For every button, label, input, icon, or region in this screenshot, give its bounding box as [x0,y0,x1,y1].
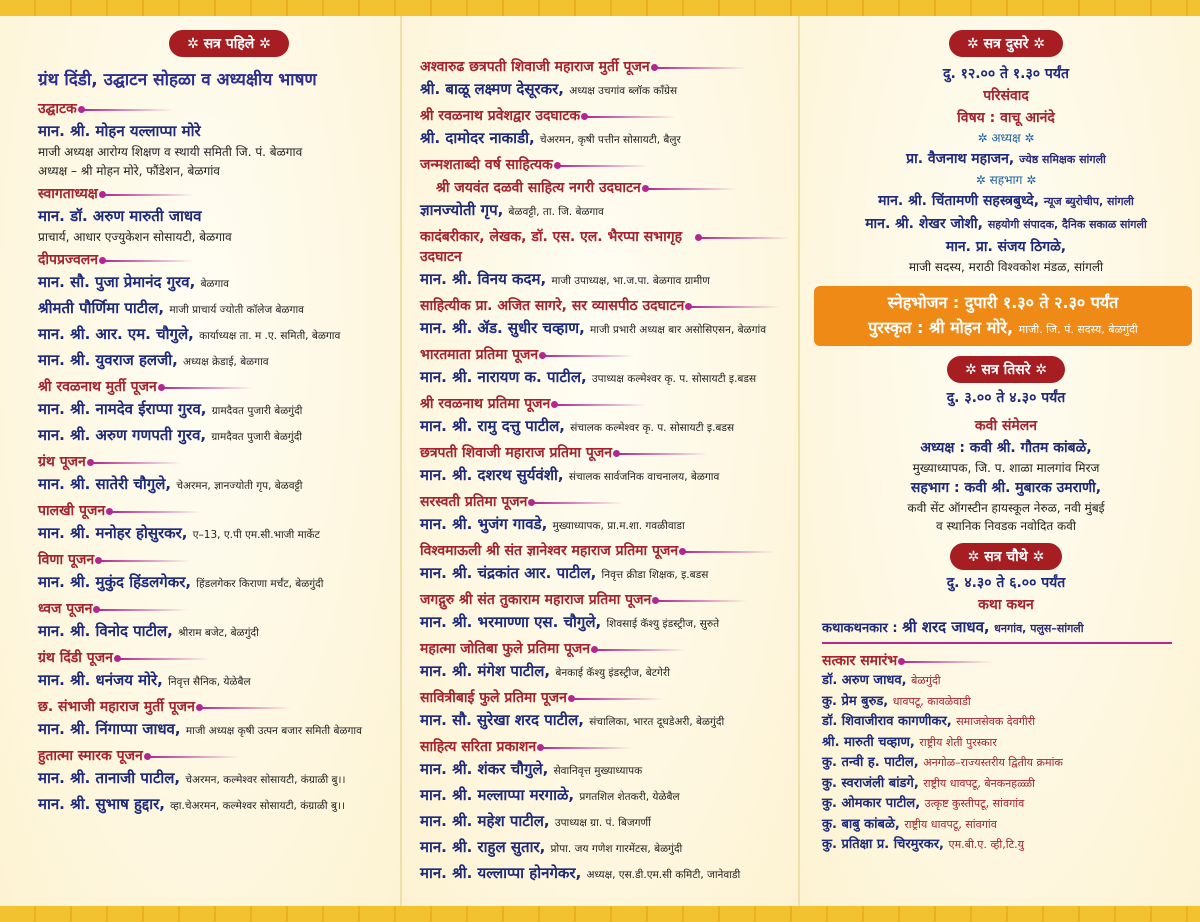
person-description: प्रोपा. जय गणेश गारमेंटस, बेळगुंदी [550,843,683,855]
program-heading-row [38,694,390,717]
person-description: निवृत्त क्रीडा शिक्षक, इ.बडस [601,569,709,581]
person-name: मान. श्री. आर. एम. चौगुले, [38,325,194,343]
honoree-description: समाजसेवक देवगीरी [956,715,1036,728]
program-heading-row [420,54,790,77]
person-description: अध्यक्ष, एस.डी.एम.सी कमिटी, जानेवाडी [586,869,741,881]
program-person [38,619,390,645]
session-2-label: ✲ सत्र दुसरे ✲ [949,30,1063,57]
session-4-time: दु. ४.३० ते ६.०० पर्यंत [946,575,1066,591]
person-description: बेळवट्टी, ता. जि. बेळगाव [508,206,604,218]
person-name: मान. श्री. यल्लाप्पा होनगेकर, [420,864,582,882]
person-name: मान. श्री. नारायण क. पाटील, [420,368,587,386]
program-heading-row [38,596,390,619]
program-person [38,792,390,818]
person-description: ए–13, ए.पी एम.सी.भाजी मार्केट [192,529,320,541]
program-heading-row [420,538,790,561]
program-heading: उद्घाटक [38,99,173,119]
person-name: मान. श्री. मोहन यल्लाप्पा मोरे [38,122,201,140]
program-heading-row [420,175,790,198]
program-heading: जगद्गुरु श्री संत तुकाराम महाराज प्रतिमा पूजन [420,590,747,610]
program-heading-row [38,247,390,270]
program-heading: सरस्वती प्रतिमा पूजन [420,492,623,512]
person-name: मान. श्री. मल्लाप्पा मरगाळे, [420,786,575,804]
program-heading-row [420,685,790,708]
person-description: शिवसाई कॅश्यु इंडस्ट्रीज, सुरुते [606,618,720,630]
program-person [420,659,790,685]
program-heading: श्री जयवंत दळवी साहित्य नगरी उदघाटन [436,178,737,198]
honoree-name: डॉ. अरुण जाधव, [822,673,907,688]
storyteller-name: श्री शरद जाधव, [902,618,990,636]
session-3-chair-desc: मुख्याध्यापक, जि. प. शाळा मालगांव मिरज [912,461,1100,475]
session-3-time: दु. ३.०० ते ४.३० पर्यंत [946,390,1066,406]
session-3-label: ✲ सत्र तिसरे ✲ [947,356,1065,383]
program-person [420,198,790,224]
program-heading-row [420,342,790,365]
program-heading: श्री रवळनाथ प्रतिमा पूजन [420,394,646,414]
lunch-sponsor-desc: माजी. जि. पं. सदस्य, बेळगुंदी [1018,323,1138,336]
program-heading: साहित्यीक प्रा. अजित सागरे, सर व्यासपीठ उदघाटन [420,296,780,316]
session-2-type: परिसंवाद [983,88,1029,104]
program-heading-row [38,374,390,397]
lunch-sponsor-name: पुरस्कृत : श्री मोहन मोरे, [868,318,1014,337]
program-person [38,397,390,423]
program-heading-row [420,224,790,267]
program-person [420,783,790,809]
program-person [38,270,390,296]
person-description: सेवानिवृत्त मुख्याध्यापक [553,765,643,777]
program-person [420,835,790,861]
honoree-name: कु. स्वराजंली बांडगे, [822,775,919,791]
program-heading-row [420,152,790,175]
person-description: प्रगतशिल शेतकरी, येळेबैल [579,791,680,803]
session-2-chair-label: ✲ अध्यक्ष ✲ [977,131,1035,145]
session-1-program-list-continued [420,54,790,887]
session-1-label-wrap [38,30,390,57]
session-2-chair-desc: ज्येष्ठ समिक्षक सांगली [1019,153,1106,166]
person-description: मुख्याध्यापक, प्रा.म.शा. गवळीवाडा [552,520,685,532]
person-description: श्रीराम बजेट, बेळगुंदी [178,627,259,639]
program-heading-row [38,645,390,668]
honoree-name: श्री. मारुती चव्हाण, [822,734,915,750]
program-heading-row [420,293,790,316]
session-4-storyteller [822,616,1190,640]
program-heading: दीपप्रज्वलन [38,250,194,270]
honoree [822,753,1190,774]
program-heading: हुतात्मा स्मारक पूजन [38,746,239,766]
honors-heading: सत्कार समारंभ [822,651,993,671]
person-name: मान. श्री. नामदेव ईराप्पा गुरव, [38,400,207,418]
program-heading-row [38,547,390,570]
program-heading-row [420,636,790,659]
session-1-title: ग्रंथ दिंडी, उद्घाटन सोहळा व अध्यक्षीय भाषण [38,70,317,90]
program-person [420,463,790,489]
honoree-description: धावपटू, कावळेवाडी [892,694,971,708]
storyteller-label: कथाकथनकार : [822,621,898,636]
session-4-label-wrap [822,543,1190,570]
session-2-participant-1-name: मान. श्री. चिंतामणी सहस्त्रबुध्दे, [878,193,1040,209]
program-person [420,414,790,440]
program-person [38,766,390,792]
program-heading-row [38,96,390,119]
person-name: मान. श्री. मंगेश पाटील, [420,662,551,680]
person-name: मान. श्री. धनंजय मोरे, [38,671,163,689]
program-detail: अध्यक्ष – श्री मोहन मोरे, फौंडेशन, बेळगांव [38,164,220,178]
program-heading-row [420,587,790,610]
person-name: मान. श्री. ॲड. सुधीर चव्हाण, [420,319,585,337]
lunch-sponsor [818,315,1188,342]
program-heading: साहित्य सरिता प्रकाशन [420,737,632,757]
program-heading: श्री रवळनाथ प्रवेशद्वार उदघाटक [420,106,676,126]
person-description: हिंडलगेकर किराणा मर्चंट, बेळगुंदी [196,578,324,590]
session-1-label: ✲ सत्र पहिले ✲ [169,30,289,57]
person-name: मान. श्री. निंगाप्पा जाधव, [38,720,181,738]
session-2-participant-2-desc: सहयोगी संपादक, दैनिक सकाळ सांगली [987,218,1147,231]
session-2-chair [822,148,1190,171]
honoree [822,794,1190,815]
session-2-participant-1 [822,190,1190,213]
program-person [38,472,390,498]
session-2-participant-2 [822,213,1190,236]
person-name: मान. श्री. तानाजी पाटील, [38,769,181,787]
person-name: मान. श्री. मुकुंद हिंडलगेकर, [38,573,192,591]
program-person [38,521,390,547]
decorative-border-top [0,0,1200,16]
person-description: उपाध्यक्ष ग्रा. पं. बिजगर्णी [554,817,651,829]
program-detail: प्राचार्य, आधार एज्युकेशन सोसायटी, बेळगाव [38,230,232,244]
program-person [420,365,790,391]
person-name: ज्ञानज्योती गृप, [420,201,504,219]
person-description: माजी अध्यक्ष कृषी उत्पन बजार समिती बेळगाव [185,725,362,737]
program-person [38,717,390,743]
person-description: संचालक कल्मेश्वर कृ. प. सोसायटी इ.बडस [570,422,735,434]
program-person [420,561,790,587]
honoree-name: कु. तन्वी ह. पाटील, [822,755,919,770]
program-person [38,668,390,694]
program-person [38,119,390,143]
decorative-border-bottom [0,906,1200,922]
person-description: संचालक सार्वजनिक वाचनालय, बेळगाव [568,471,720,483]
person-name: मान. श्री. भुजंग गावडे, [420,515,548,533]
session-3-participant-desc-2: व स्थानिक निवडक नवोदित कवी [936,519,1076,533]
session-2-participant-2-name: मान. श्री. शेखर जोशी, [865,216,983,232]
program-heading: विणा पूजन [38,550,190,570]
program-person [420,708,790,734]
honoree-description: उत्कृष्ट कुस्तीपटू, सांवगांव [924,797,1025,810]
program-person [38,423,390,449]
program-heading: जन्मशताब्दी वर्ष साहित्यक [420,155,649,175]
column-sessions-2-4 [800,16,1200,906]
person-description: ग्रामदैवत पुजारी बेळगुंदी [211,431,303,443]
session-4-label: ✲ सत्र चौथे ✲ [950,543,1063,570]
person-description: माजी प्राचार्य ज्योती कॉलेज बेळगाव [169,304,305,316]
person-description: निवृत्त सैनिक, येळेबैल [168,676,251,688]
program-heading: ग्रंथ पूजन [38,452,182,472]
program-heading-row [420,734,790,757]
session-2-participant-3-desc: माजी सदस्य, मराठी विश्वकोश मंडळ, सांगली [908,260,1104,274]
person-name: मान. श्री. दशरथ सुर्यवंशी, [420,466,564,484]
program-person [420,267,790,293]
session-4-type: कथा कथन [978,597,1034,613]
program-person [420,861,790,887]
program-heading: छत्रपती शिवाजी महाराज प्रतिमा पूजन [420,443,708,463]
program-heading: अश्वारुढ छत्रपती शिवाजी महाराज मुर्ती पूजन [420,57,746,77]
session-3-participant: सहभाग : कवी श्री. मुबारक उमराणी, [910,480,1102,496]
person-name: मान. सौ. पुजा प्रेमानंद गुरव, [38,273,196,291]
honoree-description: एम.बी.ए. व्ही,टि.यु [948,838,1024,851]
program-heading: छ. संभाजी महाराज मुर्ती पूजन [38,697,291,717]
person-description: अध्यक्ष उचगांव ब्लॉक कॉंग्रेस [569,85,678,97]
program-person [38,570,390,596]
person-description: उपाध्यक्ष कल्मेश्वर कृ. प. सोसायटी इ.बडस [591,373,757,385]
program-person [38,348,390,374]
session-3-participant-desc-1: कवी सेंट ऑगस्टीन हायस्कूल नेरुळ, नवी मुंबई [907,501,1105,515]
program-person [420,77,790,103]
person-name: मान. श्री. महेश पाटील, [420,812,550,830]
person-description: बेळगाव [200,278,230,290]
program-person [420,126,790,152]
session-2-topic: विषय : वाचू आनंदे [957,110,1055,126]
honoree-name: कु. प्रेम बुरुड, [822,693,889,709]
person-description: कार्याध्यक्ष ता. म .ए. समिती, बेळगाव [199,330,341,342]
program-person [420,512,790,538]
program-heading: कादंबरीकार, लेखक, डॉ. एस. एल. भैरप्पा सभागृह उदघाटन [420,227,790,267]
session-1-program-list [38,96,390,818]
divider [822,642,1172,644]
person-name: मान. श्री. सुभाष हुद्दार, [38,795,165,813]
person-description: चेअरमन, कल्मेश्वर सोसायटी, कंग्राळी बु।। [185,774,346,786]
honoree-name: कु. बाबु कांबळे, [822,816,900,832]
honoree [822,712,1190,733]
person-name: मान. श्री. अरुण गणपती गुरव, [38,426,207,444]
session-2-chair-name: प्रा. वैजनाथ महाजन, [906,151,1015,167]
honoree-description: बेळगुंदी [911,674,941,687]
honoree-description: अनगोळ–राज्यस्तरीय द्वितीय क्रमांक [923,756,1063,769]
program-heading-row [38,743,390,766]
honoree-name: कु. प्रतिक्षा प्र. चिरमुरकर, [822,837,944,852]
program-heading-row [38,498,390,521]
program-heading: स्वागताध्यक्ष [38,184,194,204]
person-description: माजी प्रभारी अध्यक्ष बार असोसिएसन, बेळगांव [590,324,767,336]
program-heading-row [420,391,790,414]
program-person [420,610,790,636]
session-2-participants-label: ✲ सहभाग ✲ [975,173,1037,187]
program-person [38,204,390,228]
honors-list [822,671,1190,856]
person-name: मान. श्री. चंद्रकांत आर. पाटील, [420,564,597,582]
program-heading: ध्वज पूजन [38,599,188,619]
program-heading: ग्रंथ दिंडी पूजन [38,648,209,668]
program-person [420,316,790,342]
session-3-chair: अध्यक्ष : कवी श्री. गौतम कांबळे, [920,440,1092,456]
person-name: मान. डॉ. अरुण मारुती जाधव [38,207,202,225]
session-2-participant-3-name: मान. प्रा. संजय ठिगळे, [945,239,1067,255]
person-description: बेनकाई कॅश्यु इंडस्ट्रीज, बेटगेरी [555,667,670,679]
person-name: मान. श्री. सातेरी चौगुले, [38,475,172,493]
program-detail: माजी अध्यक्ष आरोग्य शिक्षण व स्थायी समिती जि. पं. बेळगाव [38,145,303,159]
program-heading-row [420,103,790,126]
program-heading-row [420,489,790,512]
program-person [420,809,790,835]
person-description: संचालिका, भारत दूधडेअरी, बेळगुंदी [589,716,725,728]
person-name: मान. श्री. विनय कदम, [420,270,547,288]
program-person [420,757,790,783]
program-person [38,322,390,348]
lunch-time: स्नेहभोजन : दुपारी १.३० ते २.३० पर्यंत [887,293,1119,312]
honoree-name: डॉ. शिवाजीराव कागणीकर, [822,714,952,729]
person-description: माजी उपाध्यक्ष, भा.ज.पा. बेळगाव ग्रामीण [551,275,710,287]
honoree [822,692,1190,713]
person-name: श्री. बाळू लक्ष्मण देसूरकर, [420,80,564,98]
session-3-type: कवी संमेलन [974,418,1038,434]
program-heading-row [420,440,790,463]
person-name: मान. श्री. विनोद पाटील, [38,622,173,640]
person-description: ग्रामदैवत पुजारी बेळगुंदी [211,405,303,417]
program-heading: भारतमाता प्रतिमा पूजन [420,345,634,365]
program-heading-row [38,181,390,204]
person-name: मान. श्री. भरमाण्णा एस. चौगुले, [420,613,602,631]
person-description: व्हा.चेअरमन, कल्मेश्वर सोसायटी, कंग्राळी बु।। [170,800,345,812]
person-description: चेअरमन, कृषी पत्तीन सोसायटी, बैलुर [539,134,681,146]
program-heading: पालखी पूजन [38,501,201,521]
honoree-description: राष्ट्रीय धावपटू, बेनकनहळ्ळी [923,776,1035,790]
person-name: श्रीमती पौर्णिमा पाटील, [38,299,165,317]
column-session-1-continued [402,16,798,906]
honoree [822,733,1190,754]
storyteller-desc: धनगांव, पलुस–सांगली [994,622,1084,635]
person-name: मान. श्री. रामु दत्तु पाटील, [420,417,566,435]
honoree [822,671,1190,692]
honoree [822,774,1190,795]
program-person [38,296,390,322]
program-heading-row [38,449,390,472]
program-heading: विश्वमाऊली श्री संत ज्ञानेश्वर महाराज प्रतिमा पूजन [420,541,774,561]
person-description: चेअरमन, ज्ञानज्योती गृप, बेळवट्टी [176,480,303,492]
person-name: श्री. दामोदर नाकाडी, [420,129,535,147]
honoree [822,835,1190,856]
honoree-name: कु. ओमकार पाटील, [822,796,921,811]
person-name: मान. सौ. सुरेखा शरद पाटील, [420,711,584,729]
honoree-description: राष्ट्रीय धावपटू, सांवगांव [904,817,997,831]
session-2-time: दु. १२.०० ते १.३० पर्यंत [943,66,1069,82]
program-heading: सावित्रीबाई फुले प्रतिमा पूजन [420,688,663,708]
person-name: मान. श्री. युवराज हलजी, [38,351,178,369]
honoree [822,815,1190,836]
column-session-1 [0,16,400,906]
session-2-participant-1-desc: न्यूज ब्युरोचीप, सांगली [1043,195,1134,208]
person-name: मान. श्री. मनोहर होसुरकर, [38,524,188,542]
honoree-description: राष्ट्रीय शेती पुरस्कार [919,735,997,749]
lunch-banner [814,286,1192,346]
person-name: मान. श्री. शंकर चौगुले, [420,760,549,778]
person-name: मान. श्री. राहुल सुतार, [420,838,546,856]
program-heading: श्री रवळनाथ मुर्ती पूजन [38,377,253,397]
program-heading: महात्मा जोतिबा फुले प्रतिमा पूजन [420,639,686,659]
person-description: अध्यक्ष क्रेडाई, बेळगाव [183,356,269,368]
honors-heading-wrap [822,648,1190,671]
